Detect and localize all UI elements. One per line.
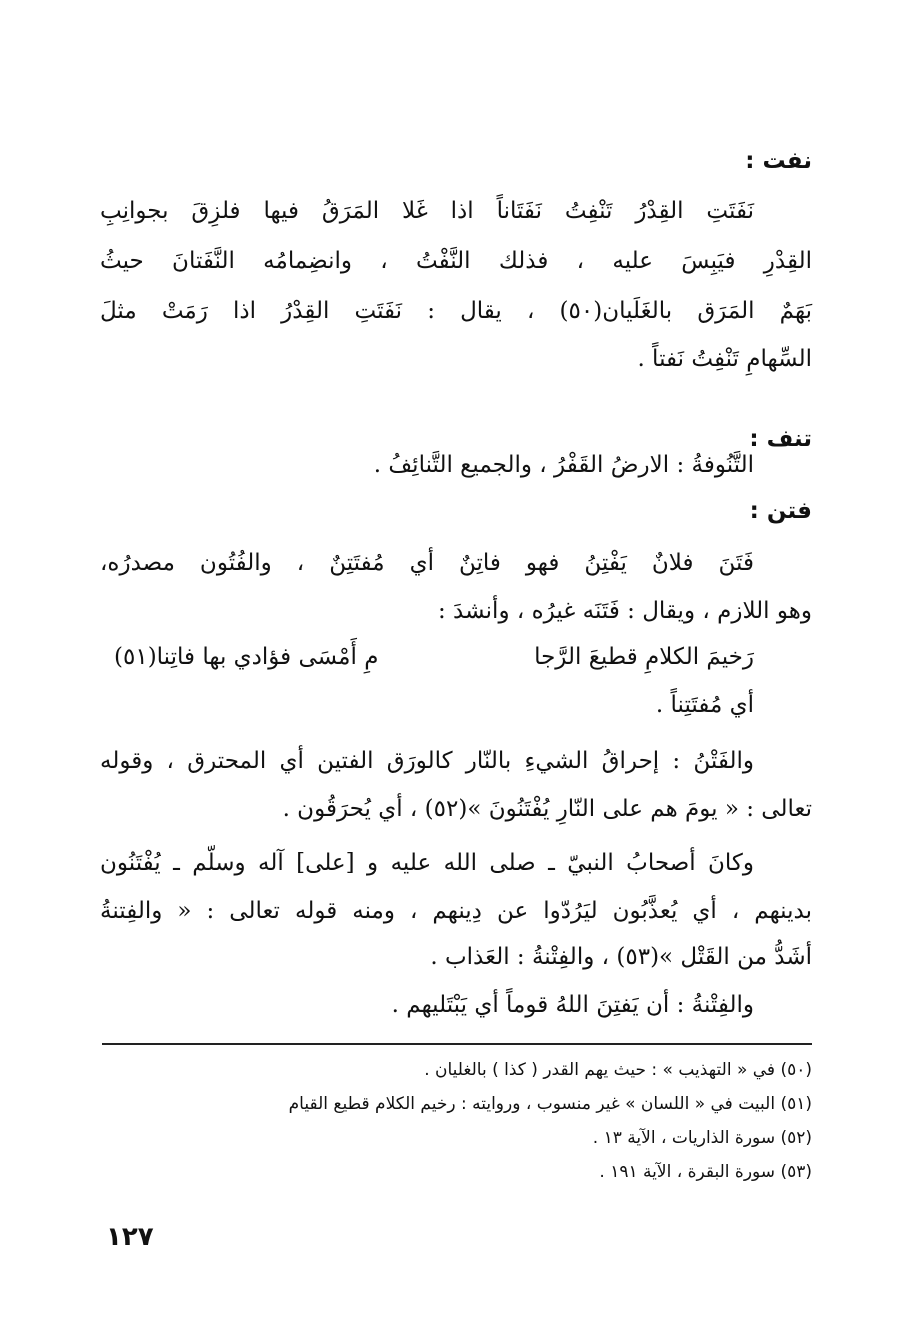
footnote: (٥٠) في « التهذيب » : حيث يهم القدر ( كذا ) بالغليان . — [424, 1060, 812, 1080]
entry-text-line: فَتَنَ فلانٌ يَفْتِنُ فهو فاتِنٌ أي مُفتَتِنٌ ، والفُتُون مصدرُه، — [100, 550, 754, 576]
entry-text-line: نَفَتَتِ القِدْرُ تَنْفِتُ نَفَتَاناً اذا غَلا المَرَقُ فيها فلزِقَ بجوانِبِ — [100, 198, 754, 224]
entry-text-line: بَهَمٌ المَرَق بالغَلَيان(٥٠) ، يقال : نَفَتَتِ القِدْرُ اذا رَمَتْ مثلَ — [100, 298, 812, 324]
page-number: ١٢٧ — [106, 1222, 154, 1252]
entry-text-line: والفِتْنةُ : أن يَفتِنَ اللهُ قوماً أي يَبْتَليهم . — [391, 992, 754, 1018]
entry-text-line: القِدْرِ فيَبِسَ عليه ، فذلك النَّفْتُ ، وانضِمامُه النَّفَتانَ حيثُ — [100, 248, 812, 274]
entry-text-line: بدينهم ، أي يُعذَّبُون ليَرُدّوا عن دِينهم ، ومنه قوله تعالى : « والفِتنةُ — [100, 898, 812, 924]
entry-text-line: وهو اللازم ، ويقال : فَتَنَه غيرُه ، وأنشدَ : — [438, 598, 812, 624]
entry-heading-tanaf: تنف : — [749, 426, 812, 452]
footnote: (٥٣) سورة البقرة ، الآية ١٩١ . — [599, 1162, 812, 1182]
entry-text-line: وكانَ أصحابُ النبيّ ـ صلى الله عليه و [على] آله وسلّم ـ يُفْتَنُون — [100, 850, 754, 876]
verse-second-hemistich: مِ أَمْسَى فؤادي بها فاتِنا(٥١) — [114, 644, 379, 670]
entry-text-line: والفَتْنُ : إحراقُ الشيءِ بالنّار كالورَق الفتين أي المحترق ، وقوله — [100, 748, 754, 774]
entry-heading-fatan: فتن : — [749, 498, 812, 524]
entry-text-line: أي مُفتَتِناً . — [655, 692, 754, 718]
entry-text-line: التَّنُوفةُ : الارضُ القَفْرُ ، والجميع التَّنائِفُ . — [373, 452, 754, 478]
footnote-divider — [102, 1043, 812, 1045]
entry-text-line: أشَدُّ من القَتْل »(٥٣) ، والفِتْنةُ : العَذاب . — [430, 944, 812, 970]
entry-text-line: تعالى : « يومَ هم على النّارِ يُفْتَنُونَ »(٥٢) ، أي يُحرَقُون . — [282, 796, 812, 822]
footnote: (٥٢) سورة الذاريات ، الآية ١٣ . — [592, 1128, 812, 1148]
verse-first-hemistich: رَخيمَ الكلامِ قطيعَ الرَّجا — [534, 644, 754, 670]
footnote: (٥١) البيت في « اللسان » غير منسوب ، وروايته : رخيم الكلام قطيع القيام — [288, 1094, 812, 1114]
entry-heading-nafat: نفت : — [745, 148, 812, 174]
entry-text-line: السِّهامِ تَنْفِتُ نَفتاً . — [637, 346, 812, 372]
